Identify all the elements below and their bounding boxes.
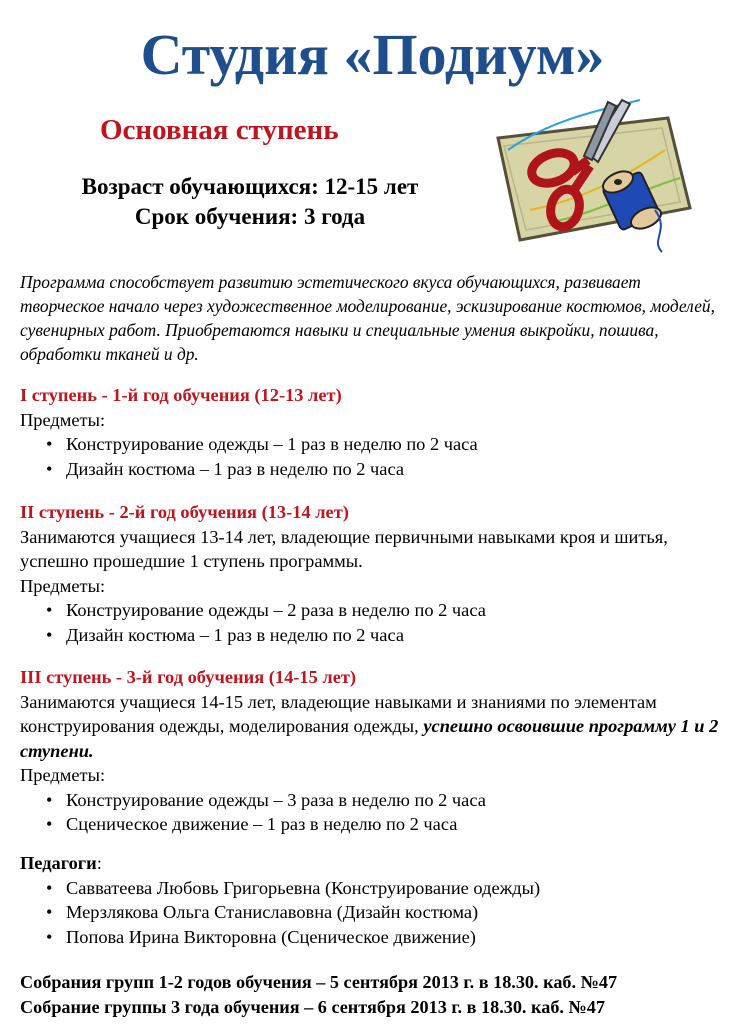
list-item xyxy=(46,788,725,813)
list-item xyxy=(46,623,725,648)
stage-2-subjects-label: Предметы: xyxy=(20,575,106,596)
teacher-name: Мерзлякова Ольга Станиславовна (Дизайн костюма) xyxy=(66,902,479,922)
bullet-icon: • xyxy=(46,789,53,810)
teacher-name: Савватеева Любовь Григорьевна (Конструирование одежды) xyxy=(66,877,541,898)
teachers-section xyxy=(20,851,725,949)
subject-text: Конструирование одежды – 3 раза в неделю по 2 часа xyxy=(66,789,486,810)
program-description: Программа способствует развитию эстетического вкуса обучающихся, развивает творческое начало через художественное моделирование, эскизирование костюмов, моделей, сувенирных работ. Приобретаются навыки и специальные умения выкройки, пошива, обработки тканей и др. xyxy=(20,272,715,364)
teachers-label: Педагоги xyxy=(20,853,97,873)
bullet-icon: • xyxy=(46,600,53,620)
list-item xyxy=(46,432,725,457)
bullet-icon: • xyxy=(46,624,53,645)
stage-3-heading: III ступень - 3-й год обучения (14-15 лет) xyxy=(20,667,357,687)
student-age: Возраст обучающихся: 12-15 лет xyxy=(81,174,419,199)
bullet-icon: • xyxy=(46,877,53,898)
stage-2-description: Занимаются учащиеся 13-14 лет, владеющие первичными навыками кроя и шитья, успешно прошедшие 1 ступень программы. xyxy=(20,526,668,571)
stage-2-subjects-list xyxy=(20,598,725,647)
list-item xyxy=(46,900,725,925)
subject-text: Дизайн костюма – 1 раз в неделю по 2 часа xyxy=(66,624,404,645)
meetings-info xyxy=(20,970,730,1020)
list-item xyxy=(46,876,725,901)
stage-1-section xyxy=(20,383,725,481)
stage-2-heading: II ступень - 2-й год обучения (13-14 лет) xyxy=(20,502,349,522)
stage-1-subjects-label: Предметы: xyxy=(20,409,106,430)
page-title: Студия «Подиум» xyxy=(140,22,605,87)
stage-3-subjects-label: Предметы: xyxy=(20,765,106,785)
subject-text: Дизайн костюма – 1 раз в неделю по 2 часа xyxy=(66,458,404,479)
bullet-icon: • xyxy=(46,458,53,479)
bullet-icon: • xyxy=(46,902,53,922)
stage-1-subjects-list xyxy=(20,432,725,481)
teacher-name: Попова Ирина Викторовна (Сценическое движение) xyxy=(66,926,476,947)
stage-3-description xyxy=(20,690,725,764)
stage-3-description-emphasis: успешно освоившие программу 1 и 2 ступени. xyxy=(20,716,719,761)
bullet-icon: • xyxy=(46,814,53,834)
subject-text: Конструирование одежды – 1 раз в неделю по 2 часа xyxy=(66,434,478,454)
program-level-heading: Основная ступень xyxy=(100,114,339,146)
study-duration: Срок обучения: 3 года xyxy=(134,204,366,229)
list-item xyxy=(46,812,725,837)
scissors-thread-spool-icon xyxy=(490,90,700,255)
teachers-list xyxy=(20,876,725,950)
teachers-label-line xyxy=(20,851,725,876)
bullet-icon: • xyxy=(46,434,53,454)
bullet-icon: • xyxy=(46,926,53,947)
meeting-line: Собрание группы 3 года обучения – 6 сентября 2013 г. в 18.30. каб. №47 xyxy=(20,997,605,1017)
list-item xyxy=(46,457,725,482)
subject-text: Конструирование одежды – 2 раза в неделю по 2 часа xyxy=(66,600,486,620)
stage-3-section xyxy=(20,665,725,837)
stage-3-description-text: Занимаются учащиеся 14-15 лет, владеющие навыками и знаниями по элементам конструирования одежды, моделирования одежды, xyxy=(20,691,657,736)
stage-1-heading: I ступень - 1-й год обучения (12-13 лет) xyxy=(20,385,342,405)
meeting-line: Собрания групп 1-2 годов обучения – 5 сентября 2013 г. в 18.30. каб. №47 xyxy=(20,972,618,992)
teachers-label-suffix: : xyxy=(96,853,102,873)
stage-3-subjects-list xyxy=(20,788,725,837)
list-item xyxy=(46,925,725,950)
stage-2-section xyxy=(20,500,725,647)
subject-text: Сценическое движение – 1 раз в неделю по 2 часа xyxy=(66,814,458,834)
list-item xyxy=(46,598,725,623)
